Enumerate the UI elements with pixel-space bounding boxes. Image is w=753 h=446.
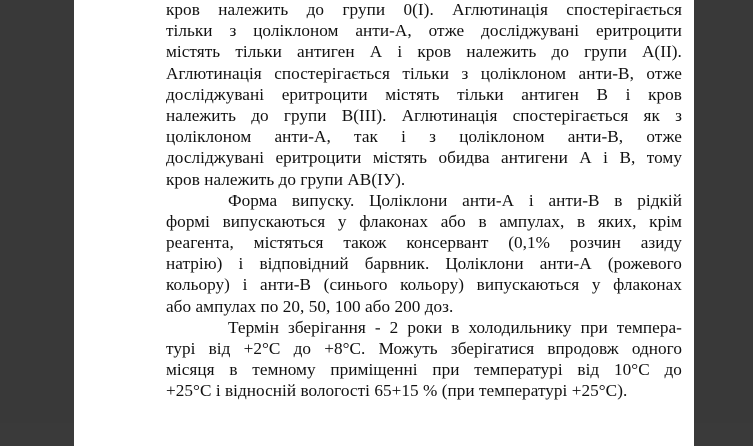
paragraph-form-line-4: [166, 253, 682, 274]
word: групи: [283, 105, 327, 125]
word: отже: [646, 127, 682, 147]
word: і: [603, 148, 608, 168]
word: турі: [166, 339, 196, 358]
word: містять: [372, 148, 428, 168]
word: містяться: [253, 233, 324, 253]
word: отже: [428, 21, 465, 41]
word: натрію): [166, 254, 223, 274]
text-line-8: [166, 147, 682, 168]
word: анти-А,: [274, 127, 331, 147]
word: тільки: [166, 21, 213, 41]
word: від: [577, 360, 600, 380]
word: Аглютинація: [401, 105, 498, 125]
word: В: [596, 84, 608, 104]
text-line-5: [166, 84, 682, 105]
word: тільки: [402, 63, 449, 83]
word: В,: [619, 148, 636, 168]
word: кров: [166, 0, 200, 19]
word: до: [551, 42, 569, 62]
word: азиду: [640, 233, 682, 253]
word: спостерігається: [566, 0, 682, 19]
word: обидва: [438, 148, 490, 168]
word: з: [229, 21, 237, 41]
word: А: [579, 148, 592, 168]
word: флаконах: [359, 211, 429, 231]
word: приміщенні: [330, 360, 418, 380]
word: (рожевого: [607, 254, 682, 274]
word: розчин: [569, 233, 621, 253]
word: спостерігається: [274, 63, 390, 83]
word: з: [429, 127, 437, 147]
word: впродовж: [547, 339, 619, 358]
word: і: [238, 254, 244, 274]
word: від: [208, 339, 231, 358]
word: анти-А: [462, 190, 515, 210]
word: еритроцити: [281, 84, 368, 104]
word: реагента,: [166, 233, 234, 253]
word: тільки: [457, 84, 504, 104]
text-line-9: кров належить до групи АВ(ІУ).: [166, 169, 406, 189]
word: випуску.: [291, 190, 355, 210]
word: групи: [584, 42, 627, 62]
word: випускаються: [476, 275, 580, 295]
word: крім: [649, 211, 682, 231]
word: у: [591, 275, 601, 295]
word: до: [664, 360, 682, 380]
word: і: [528, 190, 534, 210]
word: при: [580, 317, 608, 337]
word: антигени: [501, 148, 568, 168]
word: до: [293, 339, 312, 358]
word: кров: [648, 84, 682, 104]
word: спостерігається: [512, 105, 629, 125]
word: до: [251, 105, 269, 125]
word: до: [306, 0, 325, 19]
word: також: [343, 233, 387, 253]
word: анти-В: [548, 190, 600, 210]
word: Форма: [228, 190, 278, 210]
word: 2: [389, 317, 399, 337]
paragraph-form-line-1: [166, 190, 682, 211]
word: анти-В,: [578, 63, 634, 83]
word: анти-В,: [567, 127, 624, 147]
word: ампулах,: [499, 211, 565, 231]
word: еритроцити: [275, 148, 362, 168]
word: анти-В: [260, 275, 312, 295]
paragraph-form-line-3: [166, 232, 682, 253]
word: в: [451, 317, 460, 337]
word: Цоліклони: [369, 190, 448, 210]
word: цоліклоном: [253, 21, 339, 41]
word: анти-А,: [355, 21, 412, 41]
paragraph-form-line-2: [166, 211, 682, 232]
word: досліджувані: [166, 84, 265, 104]
word: кольору): [400, 275, 465, 295]
text-line-3: [166, 41, 682, 62]
word: і: [397, 42, 403, 62]
paragraph-form-line-6: або ампулах по 20, 50, 100 або 200 доз.: [166, 296, 454, 316]
word: випускаються: [222, 211, 326, 231]
word: отже: [646, 63, 682, 83]
word: Цоліклони: [445, 254, 524, 274]
word: групи: [342, 0, 386, 19]
word: в: [577, 211, 586, 231]
word: 0(І).: [403, 0, 434, 19]
word: у: [337, 211, 347, 231]
word: належить: [166, 105, 237, 125]
word: і: [242, 275, 248, 295]
word: в: [478, 211, 487, 231]
text-line-2: [166, 20, 682, 41]
word: антиген: [521, 84, 579, 104]
word: кольору): [166, 275, 230, 295]
word: при: [432, 360, 460, 380]
word: еритроцити: [596, 21, 682, 41]
word: яких,: [597, 211, 637, 231]
word: кров: [417, 42, 452, 62]
word: досліджувані: [481, 21, 580, 41]
word: з: [461, 63, 469, 83]
word: (синього: [323, 275, 388, 295]
word: місяця: [166, 360, 215, 380]
word: цоліклоном: [166, 127, 252, 147]
word: температурі: [474, 360, 563, 380]
word: Термін: [228, 317, 279, 337]
text-line-1: [166, 0, 682, 20]
word: цоліклоном: [459, 127, 545, 147]
word: відповідний: [259, 254, 349, 274]
word: і: [625, 84, 631, 104]
word: в: [229, 360, 238, 380]
word: В(ІІІ).: [341, 105, 387, 125]
word: +2°С: [243, 339, 281, 358]
word: належить: [218, 0, 289, 19]
word: темному: [252, 360, 316, 380]
word: консервант: [406, 233, 489, 253]
word: флаконах: [613, 275, 682, 295]
word: Аглютинація: [452, 0, 548, 19]
word: цоліклоном: [480, 63, 567, 83]
word: холодильнику: [468, 317, 572, 337]
word: Можуть: [378, 339, 438, 358]
word: темпера-: [616, 317, 682, 337]
word: (0,1%: [508, 233, 551, 253]
word: зберігання: [288, 317, 366, 337]
word: одного: [631, 339, 682, 358]
word: містять: [385, 84, 440, 104]
text-line-6: [166, 105, 682, 126]
text-line-7: [166, 126, 682, 147]
word: Аглютинація: [166, 63, 262, 83]
word: тому: [646, 148, 682, 168]
paragraph-storage-line-1: [166, 317, 682, 338]
word: роки: [407, 317, 443, 337]
word: зберігатися: [450, 339, 535, 358]
word: А(ІІ).: [641, 42, 682, 62]
word: анти-А: [539, 254, 592, 274]
word: формі: [166, 211, 210, 231]
word: -: [374, 317, 381, 337]
word: барвник.: [364, 254, 430, 274]
word: антиген: [297, 42, 355, 62]
word: А: [369, 42, 383, 62]
paragraph-form-line-5: [166, 274, 682, 295]
word: і: [401, 127, 406, 147]
paragraph-storage-line-2: [166, 338, 682, 359]
word: з: [675, 105, 682, 125]
word: досліджувані: [166, 148, 265, 168]
paragraph-storage-line-3: [166, 359, 682, 380]
word: тільки: [235, 42, 282, 62]
word: як: [643, 105, 660, 125]
word: або: [440, 211, 466, 231]
word: так: [354, 127, 378, 147]
word: містять: [166, 42, 221, 62]
word: в: [614, 190, 623, 210]
word: належить: [466, 42, 537, 62]
text-line-4: [166, 63, 682, 84]
word: +8°С.: [324, 339, 366, 358]
paragraph-storage-line-4: +25°С і відносній вологості 65+15 % (при температурі +25°С).: [166, 381, 628, 401]
word: 10°С: [613, 360, 650, 380]
document-page: [74, 0, 694, 446]
document-text: [166, 0, 682, 402]
word: рідкій: [637, 190, 682, 210]
